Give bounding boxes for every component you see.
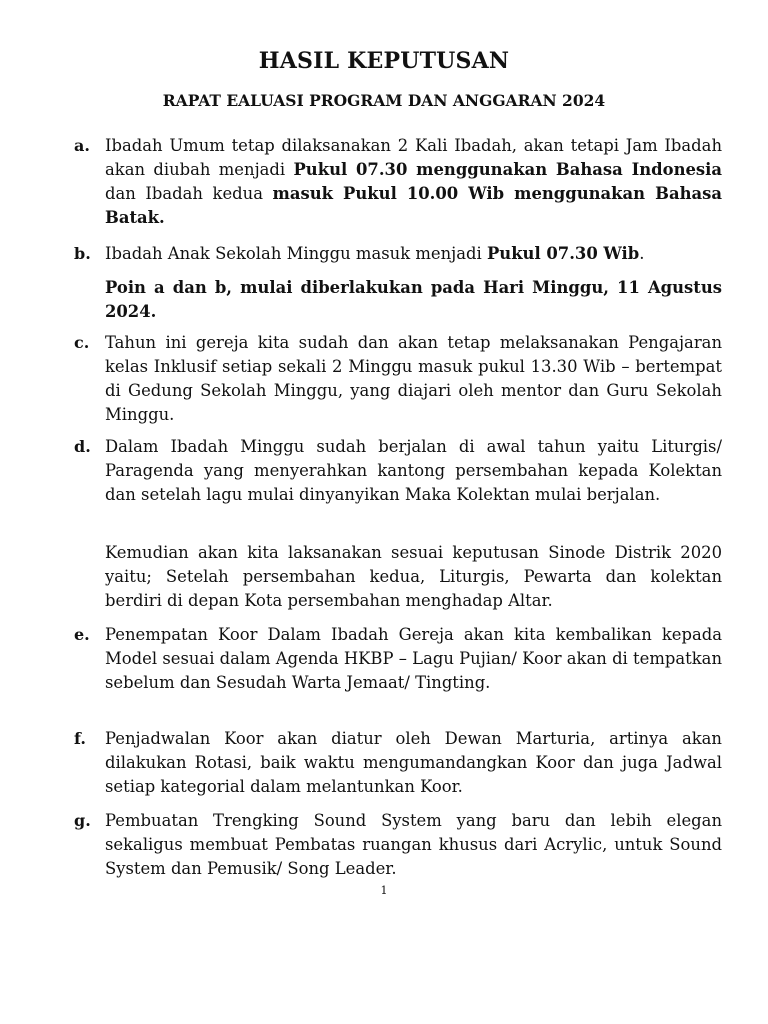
body-text: Tahun ini gereja kita sudah dan akan tetap melaksanakan Pengajaran kelas Inklusif setiap sekali 2 Minggu masuk pukul 13.30 Wib – bertempat di Gedung Sekolah Minggu, yang diajari oleh mentor dan Guru Sekolah Minggu. [105,333,722,424]
bold-text: masuk Pukul 10.00 Wib menggunakan Bahasa Batak. [105,184,722,227]
body-text: Dalam Ibadah Minggu sudah berjalan di awal tahun yaitu Liturgis/ Paragenda yang menyerahkan kantong persembahan kepada Kolektan dan setelah lagu mulai dinyanyikan Maka Kolektan mulai berjalan. [105,437,722,504]
body-text: Pembuatan Trengking Sound System yang baru dan lebih elegan sekaligus membuat Pembatas ruangan khusus dari Acrylic, untuk Sound System dan Pemusik/ Song Leader. [105,811,722,878]
item-paragraph [105,541,722,613]
body-text: dan Ibadah kedua [105,184,273,203]
item-paragraph [105,331,722,427]
item-marker: c. [74,333,90,352]
body-text: Ibadah Umum tetap dilaksanakan 2 Kali Ibadah, akan tetapi Jam Ibadah akan diubah menjadi [105,136,722,179]
item-marker: g. [74,811,91,830]
item-paragraph [105,134,722,230]
document-subtitle: RAPAT EALUASI PROGRAM DAN ANGGARAN 2024 [162,91,606,110]
body-text: . [639,244,645,263]
body-text: Penempatan Koor Dalam Ibadah Gereja akan kita kembalikan kepada Model sesuai dalam Agenda HKBP – Lagu Pujian/ Koor akan di tempatkan sebelum dan Sesudah Warta Jemaat/ Tingting. [105,625,722,692]
item-paragraph [105,809,722,881]
item-paragraph [105,242,722,266]
item-marker: b. [74,244,91,263]
item-paragraph [105,276,722,324]
item-marker: d. [74,437,91,456]
item-paragraph [105,623,722,695]
body-text: Penjadwalan Koor akan diatur oleh Dewan Marturia, artinya akan dilakukan Rotasi, baik waktu mengumandangkan Koor dan juga Jadwal setiap kategorial dalam melantunkan Koor. [105,729,722,796]
bold-text: Pukul 07.30 Wib [486,244,640,263]
bold-text: Pukul 07.30 menggunakan Bahasa Indonesia [293,160,722,179]
body-text: Kemudian akan kita laksanakan sesuai keputusan Sinode Distrik 2020 yaitu; Setelah persembahan kedua, Liturgis, Pewarta dan kolektan berdiri di depan Kota persembahan menghadap Altar. [105,543,722,610]
item-marker: e. [74,625,90,644]
item-marker: a. [74,136,90,155]
item-paragraph [105,727,722,799]
item-paragraph [105,435,722,507]
item-marker: f. [74,729,86,748]
page-number: 1 [380,884,388,897]
document-title: HASIL KEPUTUSAN [258,48,510,74]
body-text: Ibadah Anak Sekolah Minggu masuk menjadi [105,244,487,263]
bold-text: Poin a dan b, mulai diberlakukan pada Hari Minggu, 11 Agustus 2024. [105,278,722,321]
